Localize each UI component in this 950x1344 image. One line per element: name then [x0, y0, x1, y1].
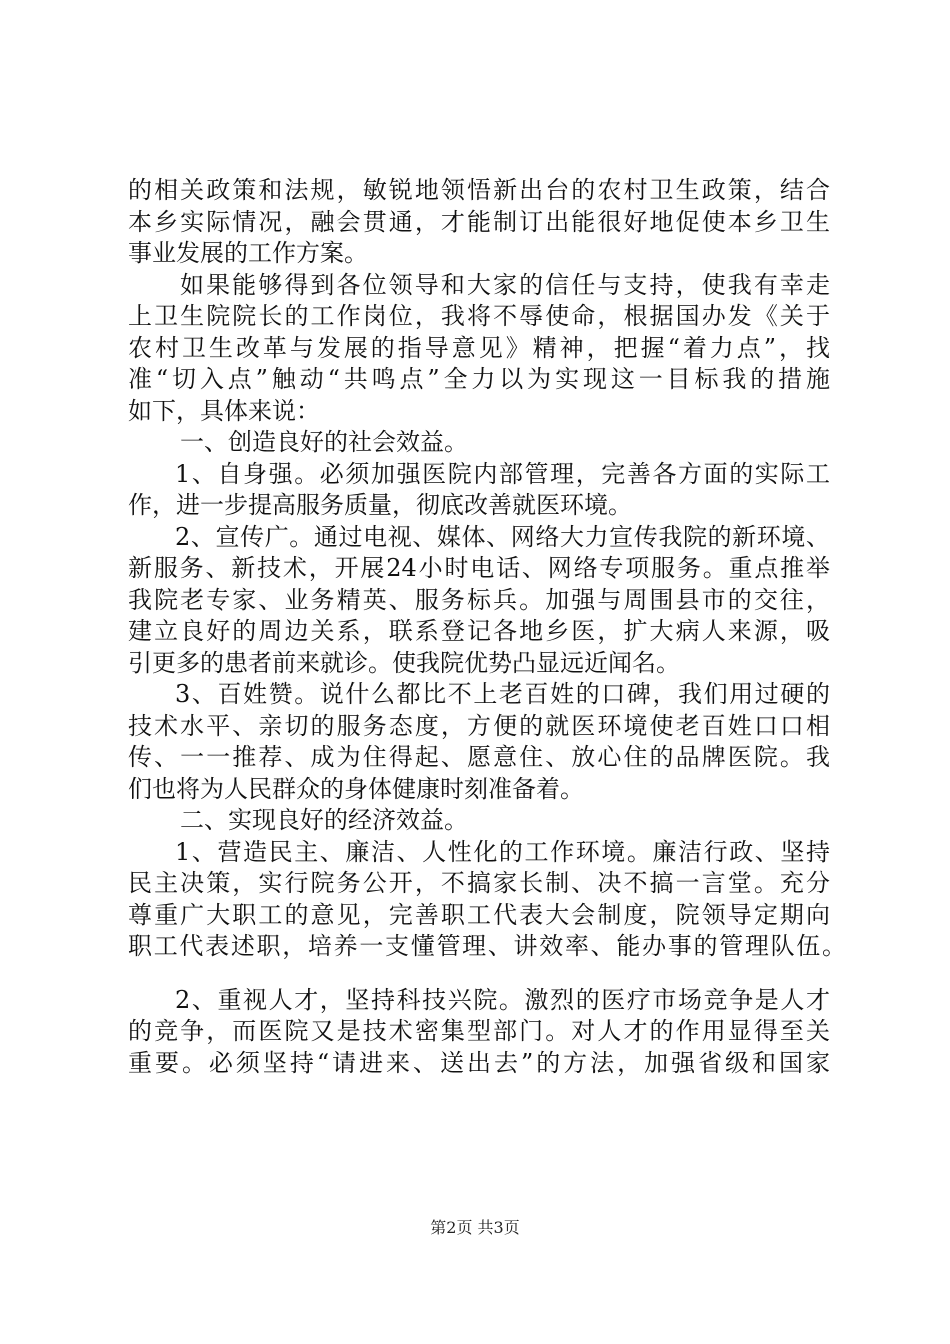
text-line: 作，进一步提高服务质量，彻底改善就医环境。	[128, 491, 632, 519]
text-line: 重要。必须坚持“请进来、送出去”的方法，加强省级和国家	[128, 1048, 830, 1077]
text-line: 的竞争，而医院又是技术密集型部门。对人才的作用显得至关	[128, 1017, 830, 1045]
text-line: 民主决策，实行院务公开，不搞家长制、决不搞一言堂。充分	[128, 869, 830, 897]
text-line: 准“切入点”触动“共鸣点”全力以为实现这一目标我的措施	[128, 365, 830, 393]
text-line: 本乡实际情况，融会贯通，才能制订出能很好地促使本乡卫生	[128, 207, 830, 236]
text-line: 如下，具体来说：	[128, 396, 320, 425]
text-line: 引更多的患者前来就诊。使我院优势凸显远近闻名。	[128, 648, 680, 677]
section-heading: 二、实现良好的经济效益。	[180, 806, 468, 834]
text-line: 传、一一推荐、成为住得起、愿意住、放心住的品牌医院。我	[128, 743, 830, 771]
text-line: 新服务、新技术，开展24小时电话、网络专项服务。重点推举	[128, 554, 830, 582]
section-heading: 一、创造良好的社会效益。	[180, 428, 468, 456]
text-line: 我院老专家、业务精英、服务标兵。加强与周围县市的交往，	[128, 585, 830, 614]
text-line: 上卫生院院长的工作岗位，我将不辱使命，根据国办发《关于	[128, 302, 830, 330]
text-line: 1、自身强。必须加强医院内部管理，完善各方面的实际工	[175, 459, 830, 488]
text-line: 事业发展的工作方案。	[128, 239, 368, 267]
text-line: 2、宣传广。通过电视、媒体、网络大力宣传我院的新环境、	[175, 522, 830, 551]
text-line: 尊重广大职工的意见，完善职工代表大会制度，院领导定期向	[128, 900, 830, 929]
text-line: 3、百姓赞。说什么都比不上老百姓的口碑，我们用过硬的	[175, 680, 830, 708]
text-line: 技术水平、亲切的服务态度，方便的就医环境使老百姓口口相	[128, 711, 830, 740]
text-line: 如果能够得到各位领导和大家的信任与支持，使我有幸走	[180, 270, 830, 299]
text-line: 2、重视人才，坚持科技兴院。激烈的医疗市场竞争是人才	[175, 985, 830, 1014]
text-line: 建立良好的周边关系，联系登记各地乡医，扩大病人来源，吸	[128, 617, 830, 645]
page-footer: 第2页 共3页	[430, 1218, 520, 1237]
text-line: 的相关政策和法规，敏锐地领悟新出台的农村卫生政策，结合	[128, 176, 830, 204]
text-line: 职工代表述职，培养一支懂管理、讲效率、能办事的管理队伍。	[128, 932, 846, 960]
text-line: 们也将为人民群众的身体健康时刻准备着。	[128, 774, 584, 803]
text-line: 农村卫生改革与发展的指导意见》精神，把握“着力点”，找	[128, 333, 830, 362]
text-line: 1、营造民主、廉洁、人性化的工作环境。廉洁行政、坚持	[175, 837, 830, 866]
